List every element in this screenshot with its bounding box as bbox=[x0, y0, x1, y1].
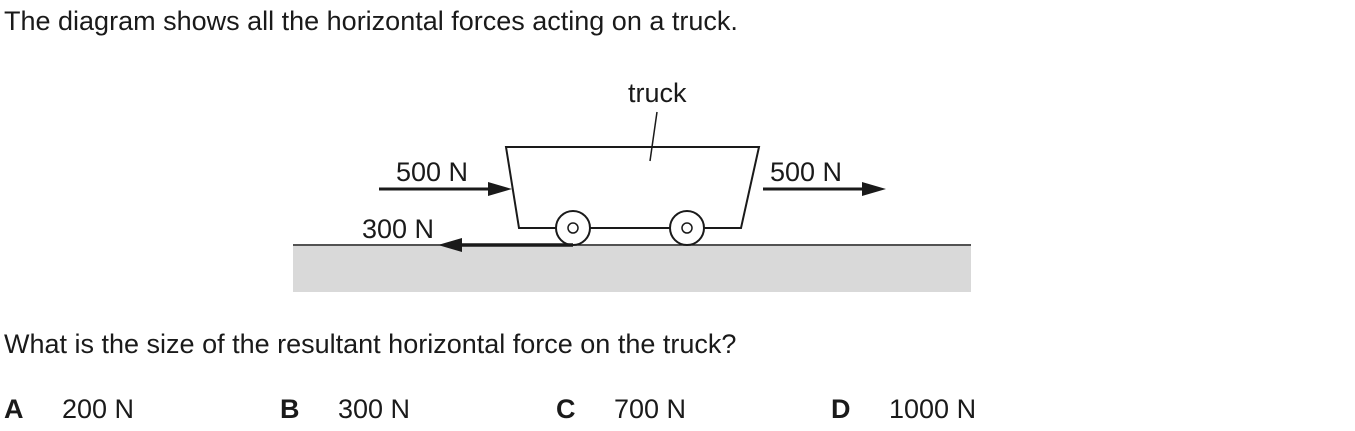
option-a-value: 200 N bbox=[62, 394, 135, 424]
force-label-friction: 300 N bbox=[362, 214, 435, 244]
option-d[interactable] bbox=[831, 392, 976, 426]
option-c-value: 700 N bbox=[614, 394, 687, 424]
option-b-letter: B bbox=[280, 394, 300, 424]
force-label-right-pull: 500 N bbox=[770, 157, 843, 187]
truck-body bbox=[506, 147, 759, 228]
option-c-letter: C bbox=[556, 394, 576, 424]
ground bbox=[293, 246, 971, 292]
option-d-letter: D bbox=[831, 394, 851, 424]
truck-wheel-front bbox=[556, 211, 590, 245]
option-b[interactable] bbox=[280, 392, 410, 426]
force-label-left-push: 500 N bbox=[396, 157, 469, 187]
option-d-value: 1000 N bbox=[889, 394, 977, 424]
question-text: What is the size of the resultant horizontal force on the truck? bbox=[4, 329, 737, 359]
option-b-value: 300 N bbox=[338, 394, 411, 424]
option-a[interactable] bbox=[4, 392, 134, 426]
truck-label: truck bbox=[628, 78, 687, 108]
option-c[interactable] bbox=[556, 392, 686, 426]
intro-text: The diagram shows all the horizontal forces acting on a truck. bbox=[4, 6, 738, 36]
option-a-letter: A bbox=[4, 394, 24, 424]
truck-wheel-rear bbox=[670, 211, 704, 245]
